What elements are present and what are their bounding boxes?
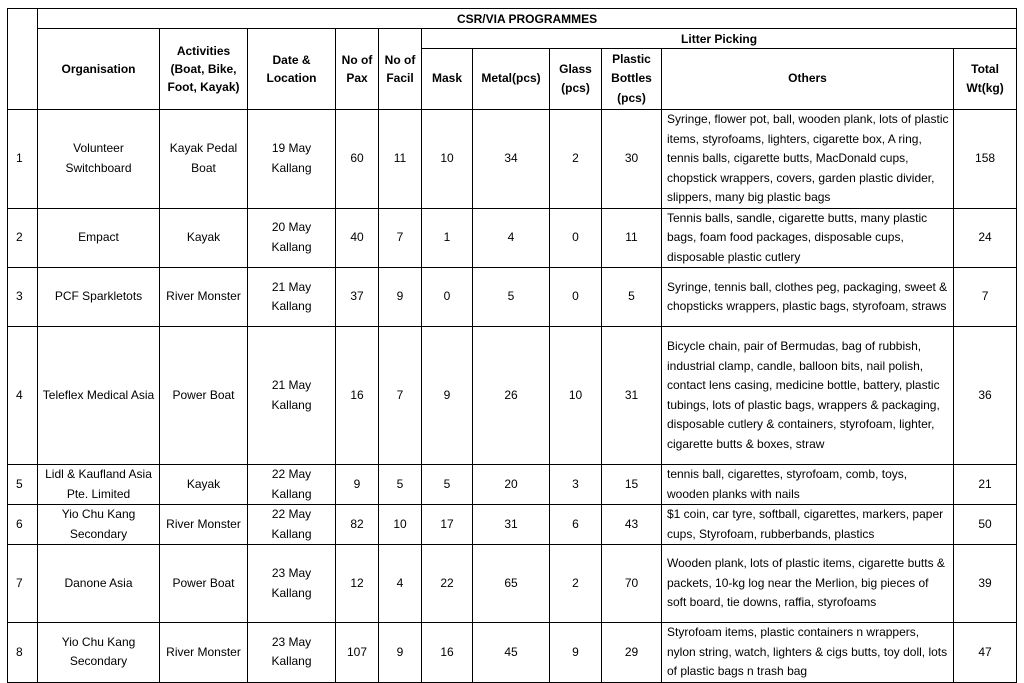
plastic-cell: 30: [602, 110, 662, 209]
activity-cell: Power Boat: [160, 545, 248, 623]
plastic-cell: 43: [602, 505, 662, 545]
organisation-cell: Yio Chu Kang Secondary: [38, 505, 160, 545]
others-cell: tennis ball, cigarettes, styrofoam, comb, toys, wooden planks with nails: [662, 465, 954, 505]
glass-cell: 9: [550, 623, 602, 683]
facil-cell: 7: [379, 327, 422, 465]
date-cell: 22 May Kallang: [248, 465, 336, 505]
table-row: [8, 465, 1017, 505]
glass-cell: 0: [550, 268, 602, 327]
table-row: [8, 208, 1017, 268]
table-row: [8, 268, 1017, 327]
activity-cell: Kayak: [160, 465, 248, 505]
mask-cell: 17: [422, 505, 473, 545]
total-cell: 47: [954, 623, 1017, 683]
plastic-cell: 11: [602, 208, 662, 268]
pax-cell: 107: [336, 623, 379, 683]
metal-cell: 45: [473, 623, 550, 683]
organisation-cell: Danone Asia: [38, 545, 160, 623]
row-number: 8: [8, 623, 38, 683]
metal-cell: 26: [473, 327, 550, 465]
row-number: 6: [8, 505, 38, 545]
pax-cell: 16: [336, 327, 379, 465]
row-number: 4: [8, 327, 38, 465]
table-row: [8, 110, 1017, 209]
others-cell: Bicycle chain, pair of Bermudas, bag of rubbish, industrial clamp, candle, balloon bits, nail polish, contact lens casing, medicine bottle, battery, plastic tubings, lots of plastic bags, wrappers & packaging, disposable cutlery & containers, styrofoam, lighter, cigarette butts & boxes, straw: [662, 327, 954, 465]
header-plastic-bottles: Plastic Bottles (pcs): [602, 49, 662, 110]
mask-cell: 10: [422, 110, 473, 209]
organisation-cell: Empact: [38, 208, 160, 268]
organisation-cell: Teleflex Medical Asia: [38, 327, 160, 465]
header-activities: Activities (Boat, Bike, Foot, Kayak): [160, 29, 248, 110]
pax-cell: 60: [336, 110, 379, 209]
row-number: 5: [8, 465, 38, 505]
others-cell: Styrofoam items, plastic containers n wrappers, nylon string, watch, lighters & cigs butts, toy doll, lots of plastic bags n trash bag: [662, 623, 954, 683]
corner-cell: [8, 9, 38, 110]
facil-cell: 10: [379, 505, 422, 545]
plastic-cell: 29: [602, 623, 662, 683]
pax-cell: 12: [336, 545, 379, 623]
header-date-location: Date & Location: [248, 29, 336, 110]
mask-cell: 0: [422, 268, 473, 327]
row-number: 2: [8, 208, 38, 268]
glass-cell: 2: [550, 545, 602, 623]
group-header-row: [8, 29, 1017, 49]
activity-cell: Power Boat: [160, 327, 248, 465]
organisation-cell: PCF Sparkletots: [38, 268, 160, 327]
header-organisation: Organisation: [38, 29, 160, 110]
header-others: Others: [662, 49, 954, 110]
activity-cell: River Monster: [160, 623, 248, 683]
table-row: [8, 505, 1017, 545]
mask-cell: 5: [422, 465, 473, 505]
others-cell: Syringe, flower pot, ball, wooden plank, lots of plastic items, styrofoams, lighters, cigarette box, A ring, tennis balls, cigarette butts, MacDonald cups, chopstick wrappers, covers, garden plastic divider, slippers, many big plastic bags: [662, 110, 954, 209]
date-cell: 20 May Kallang: [248, 208, 336, 268]
glass-cell: 2: [550, 110, 602, 209]
date-cell: 21 May Kallang: [248, 268, 336, 327]
metal-cell: 4: [473, 208, 550, 268]
total-cell: 39: [954, 545, 1017, 623]
metal-cell: 20: [473, 465, 550, 505]
activity-cell: River Monster: [160, 268, 248, 327]
table-row: [8, 545, 1017, 623]
header-pax: No of Pax: [336, 29, 379, 110]
plastic-cell: 70: [602, 545, 662, 623]
date-cell: 23 May Kallang: [248, 623, 336, 683]
header-glass: Glass (pcs): [550, 49, 602, 110]
row-number: 7: [8, 545, 38, 623]
plastic-cell: 15: [602, 465, 662, 505]
date-cell: 23 May Kallang: [248, 545, 336, 623]
activity-cell: Kayak: [160, 208, 248, 268]
pax-cell: 82: [336, 505, 379, 545]
glass-cell: 0: [550, 208, 602, 268]
table-row: [8, 623, 1017, 683]
others-cell: Tennis balls, sandle, cigarette butts, many plastic bags, foam food packages, disposable cups, disposable plastic cutlery: [662, 208, 954, 268]
others-cell: Wooden plank, lots of plastic items, cigarette butts & packets, 10-kg log near the Merlion, big pieces of soft board, tie downs, raffia, styrofoams: [662, 545, 954, 623]
header-metal: Metal(pcs): [473, 49, 550, 110]
pax-cell: 40: [336, 208, 379, 268]
total-cell: 7: [954, 268, 1017, 327]
facil-cell: 4: [379, 545, 422, 623]
glass-cell: 6: [550, 505, 602, 545]
header-litter-picking: Litter Picking: [422, 29, 1017, 49]
plastic-cell: 5: [602, 268, 662, 327]
programmes-table: [7, 8, 1017, 683]
date-cell: 19 May Kallang: [248, 110, 336, 209]
glass-cell: 10: [550, 327, 602, 465]
title-row: [8, 9, 1017, 29]
metal-cell: 5: [473, 268, 550, 327]
mask-cell: 16: [422, 623, 473, 683]
total-cell: 24: [954, 208, 1017, 268]
organisation-cell: Lidl & Kaufland Asia Pte. Limited: [38, 465, 160, 505]
others-cell: Syringe, tennis ball, clothes peg, packaging, sweet & chopsticks wrappers, plastic bags, styrofoam, straws: [662, 268, 954, 327]
table-row: [8, 327, 1017, 465]
header-facil: No of Facil: [379, 29, 422, 110]
total-cell: 36: [954, 327, 1017, 465]
date-cell: 21 May Kallang: [248, 327, 336, 465]
facil-cell: 11: [379, 110, 422, 209]
table-title: CSR/VIA PROGRAMMES: [38, 9, 1017, 29]
mask-cell: 9: [422, 327, 473, 465]
facil-cell: 9: [379, 623, 422, 683]
activity-cell: Kayak Pedal Boat: [160, 110, 248, 209]
activity-cell: River Monster: [160, 505, 248, 545]
total-cell: 50: [954, 505, 1017, 545]
pax-cell: 37: [336, 268, 379, 327]
header-mask: Mask: [422, 49, 473, 110]
row-number: 1: [8, 110, 38, 209]
facil-cell: 7: [379, 208, 422, 268]
organisation-cell: Yio Chu Kang Secondary: [38, 623, 160, 683]
mask-cell: 22: [422, 545, 473, 623]
organisation-cell: Volunteer Switchboard: [38, 110, 160, 209]
metal-cell: 65: [473, 545, 550, 623]
others-cell: $1 coin, car tyre, softball, cigarettes, markers, paper cups, Styrofoam, rubberbands, plastics: [662, 505, 954, 545]
header-total-weight: Total Wt(kg): [954, 49, 1017, 110]
facil-cell: 5: [379, 465, 422, 505]
glass-cell: 3: [550, 465, 602, 505]
row-number: 3: [8, 268, 38, 327]
mask-cell: 1: [422, 208, 473, 268]
total-cell: 21: [954, 465, 1017, 505]
total-cell: 158: [954, 110, 1017, 209]
pax-cell: 9: [336, 465, 379, 505]
date-cell: 22 May Kallang: [248, 505, 336, 545]
facil-cell: 9: [379, 268, 422, 327]
metal-cell: 31: [473, 505, 550, 545]
metal-cell: 34: [473, 110, 550, 209]
plastic-cell: 31: [602, 327, 662, 465]
